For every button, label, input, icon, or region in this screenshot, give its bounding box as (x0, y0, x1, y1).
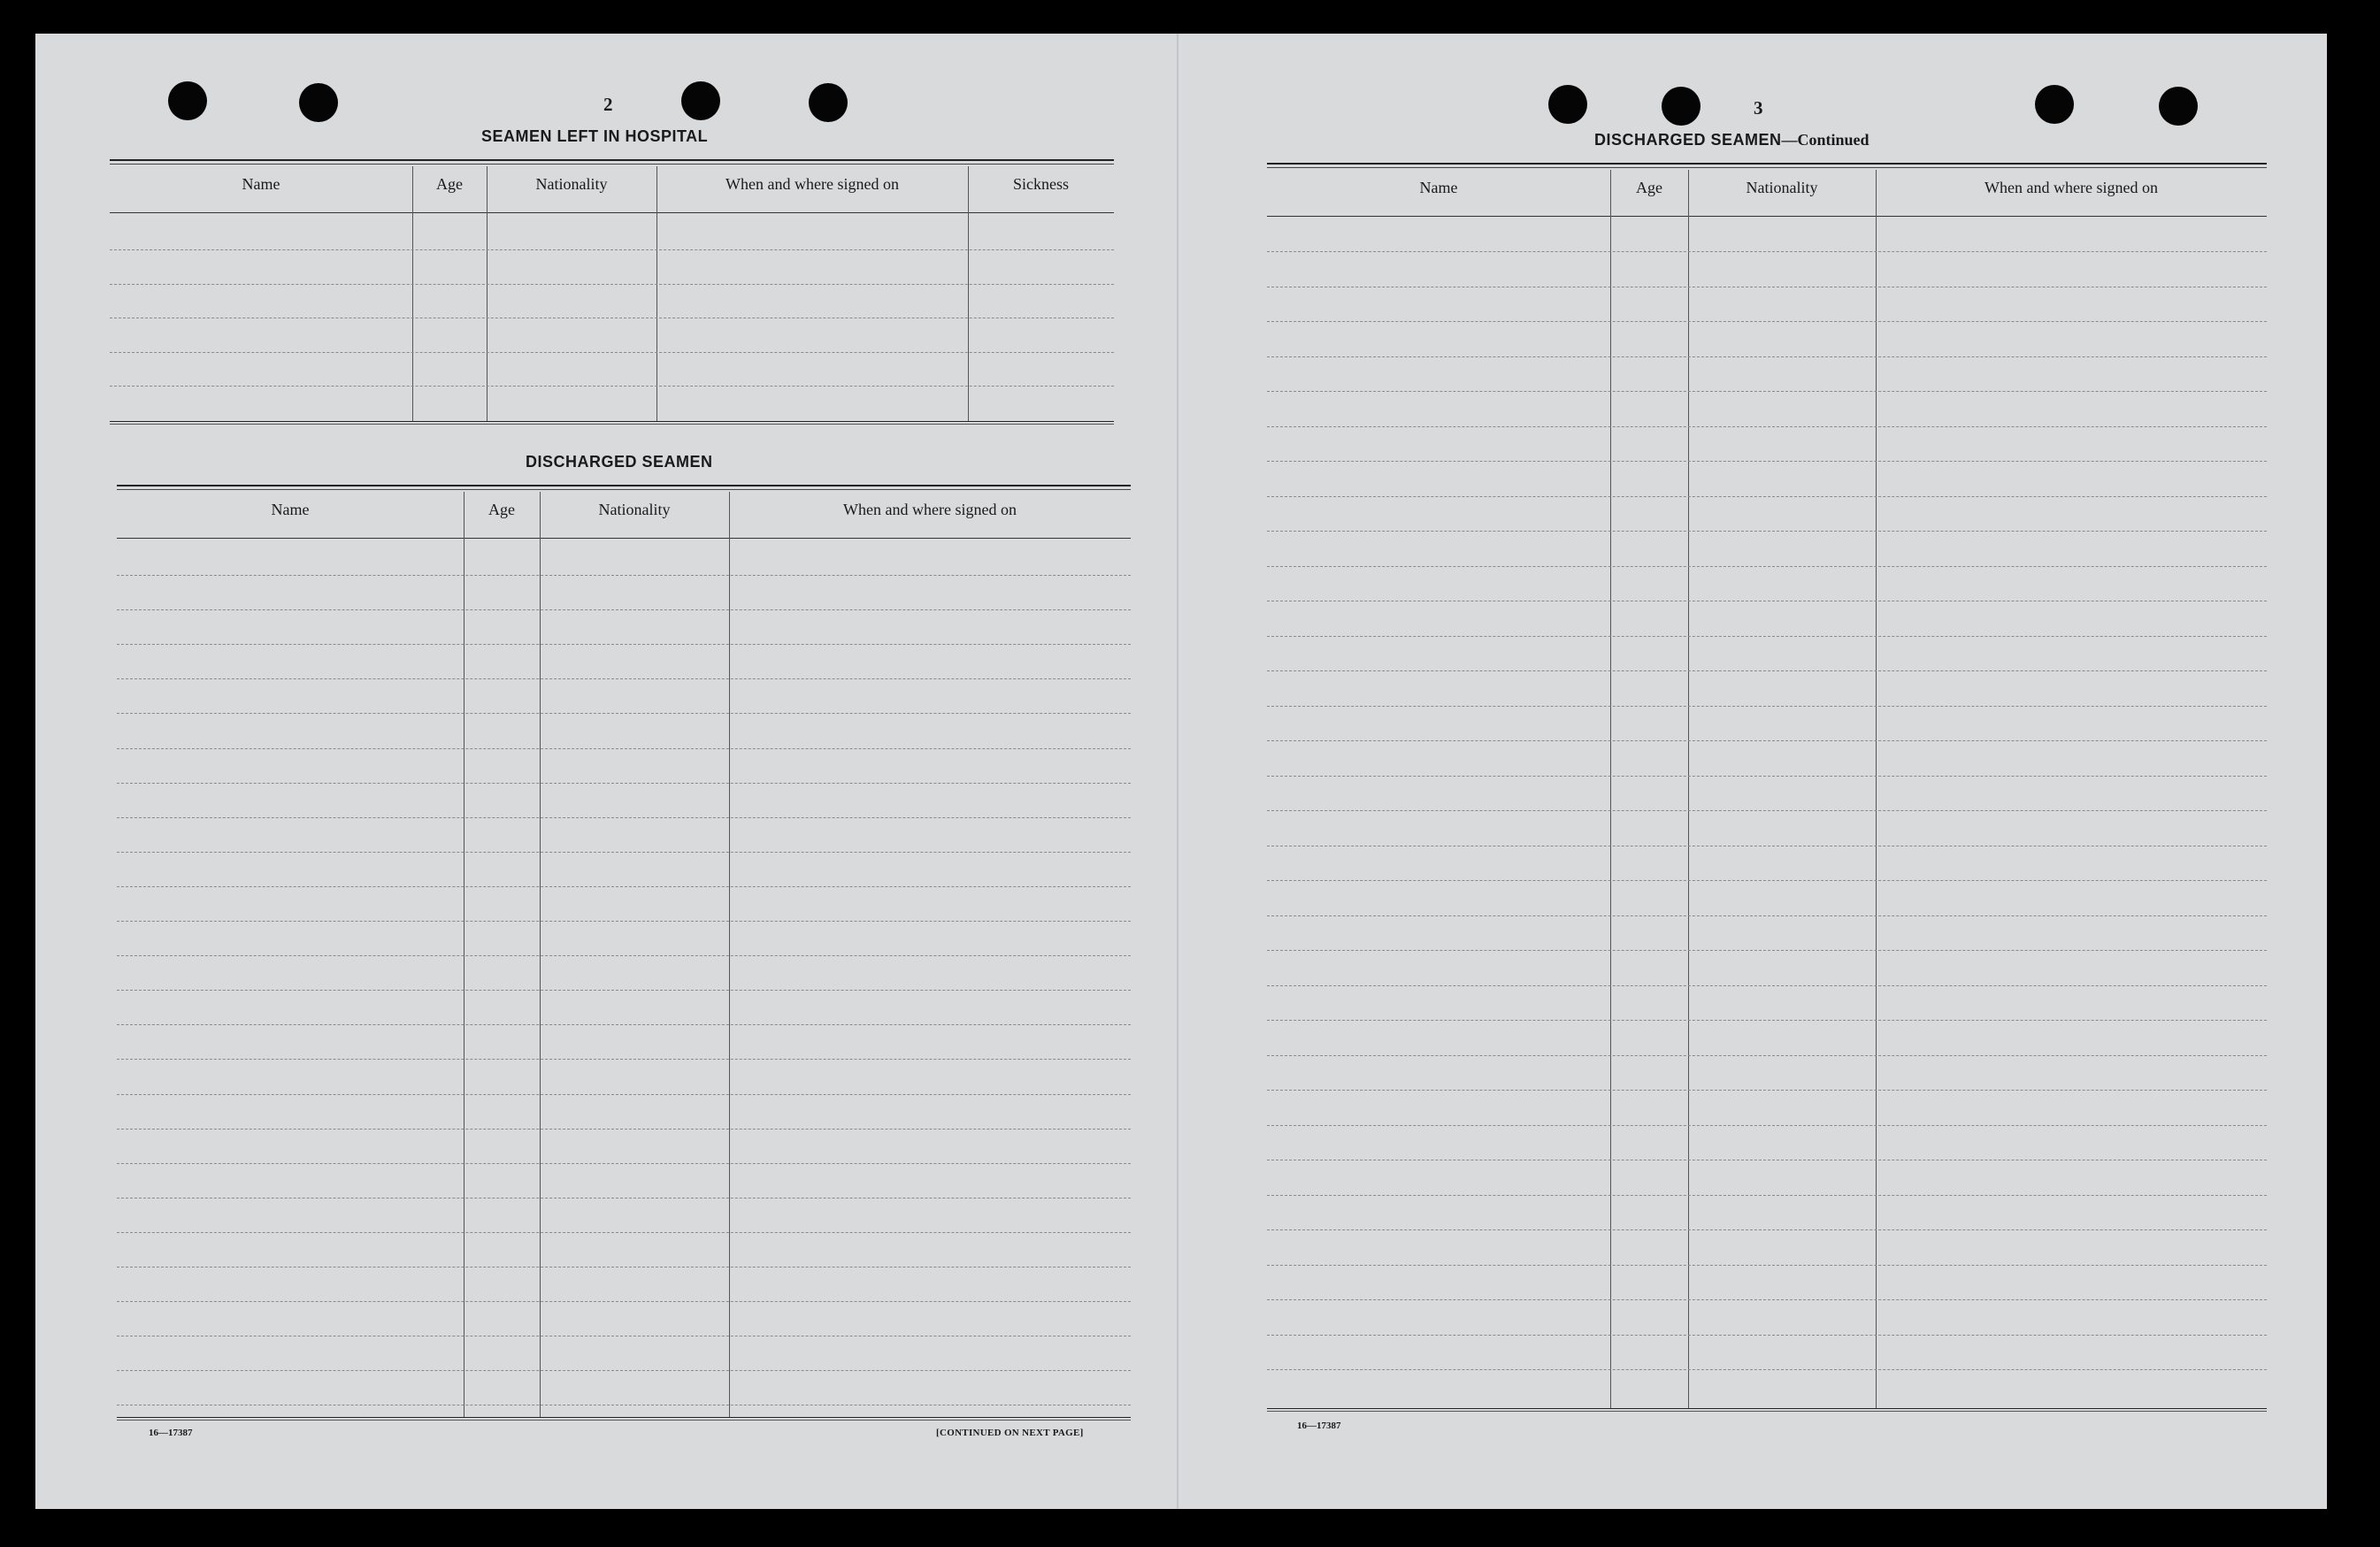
table-row[interactable] (1267, 670, 2267, 671)
table-row[interactable] (110, 284, 1114, 285)
table-row[interactable] (117, 1198, 1131, 1199)
discharged-table (117, 485, 1131, 1421)
table-row[interactable] (1267, 706, 2267, 707)
column-header-age: Age (488, 501, 515, 518)
hospital-table-top-rule (110, 159, 1114, 165)
table-row[interactable] (117, 713, 1131, 714)
discharged-continued-table (1267, 163, 2267, 1412)
table-row[interactable] (1267, 391, 2267, 392)
table-row[interactable] (117, 886, 1131, 887)
table-row[interactable] (1267, 1299, 2267, 1300)
punch-hole (168, 81, 207, 120)
column-header-when-and-where-signed-on: When and where signed on (726, 175, 899, 193)
table-row[interactable] (117, 921, 1131, 922)
punch-hole (681, 81, 720, 120)
table-row[interactable] (110, 386, 1114, 387)
table-row[interactable] (1267, 496, 2267, 497)
table-row[interactable] (117, 575, 1131, 576)
column-divider (968, 166, 969, 421)
column-header-when-and-where-signed-on: When and where signed on (843, 501, 1017, 518)
hospital-table (110, 159, 1114, 425)
punch-hole (2159, 87, 2198, 126)
table-row[interactable] (1267, 566, 2267, 567)
table-row[interactable] (1267, 985, 2267, 986)
column-divider (487, 166, 488, 421)
punch-hole (299, 83, 338, 122)
discharged-table-top-rule (117, 485, 1131, 490)
column-header-age: Age (436, 175, 463, 193)
table-row[interactable] (1267, 1055, 2267, 1056)
discharged-table-title: DISCHARGED SEAMEN (526, 453, 713, 471)
header-underline (1267, 216, 2267, 217)
table-row[interactable] (1267, 1369, 2267, 1370)
punch-hole (2035, 85, 2074, 124)
hospital-table-title: SEAMEN LEFT IN HOSPITAL (481, 127, 709, 145)
page-fold (1177, 34, 1178, 1509)
punch-hole (1548, 85, 1587, 124)
right-page-number: 3 (1754, 97, 1763, 119)
table-row[interactable] (117, 852, 1131, 853)
table-row[interactable] (1267, 810, 2267, 811)
table-row[interactable] (117, 1059, 1131, 1060)
table-row[interactable] (1267, 426, 2267, 427)
punch-hole (1662, 87, 1701, 126)
table-row[interactable] (117, 1094, 1131, 1095)
table-row[interactable] (117, 1232, 1131, 1233)
discharged-continued-top-rule (1267, 163, 2267, 168)
column-header-name: Name (271, 501, 310, 518)
table-row[interactable] (1267, 776, 2267, 777)
table-row[interactable] (117, 955, 1131, 956)
table-row[interactable] (1267, 1229, 2267, 1230)
column-header-nationality: Nationality (535, 175, 608, 193)
table-row[interactable] (1267, 356, 2267, 357)
table-row[interactable] (1267, 1195, 2267, 1196)
table-row[interactable] (117, 817, 1131, 818)
table-row[interactable] (117, 1301, 1131, 1302)
table-row[interactable] (1267, 950, 2267, 951)
column-divider (656, 166, 657, 421)
table-row[interactable] (117, 644, 1131, 645)
column-header-name: Name (242, 175, 280, 193)
discharged-continued-title-main: DISCHARGED SEAMEN (1594, 131, 1782, 149)
discharged-continued-title-suffix: —Continued (1781, 131, 1869, 149)
column-header-nationality: Nationality (1746, 179, 1818, 196)
column-header-name: Name (1419, 179, 1458, 196)
continued-note: [CONTINUED ON NEXT PAGE] (936, 1428, 1084, 1438)
table-row[interactable] (1267, 1265, 2267, 1266)
table-row[interactable] (1267, 1125, 2267, 1126)
table-row[interactable] (117, 1024, 1131, 1025)
column-header-when-and-where-signed-on: When and where signed on (1985, 179, 2158, 196)
table-row[interactable] (1267, 740, 2267, 741)
header-underline (110, 212, 1114, 213)
left-page-number: 2 (603, 94, 613, 115)
table-row[interactable] (117, 678, 1131, 679)
table-row[interactable] (1267, 636, 2267, 637)
table-row[interactable] (1267, 461, 2267, 462)
column-divider (412, 166, 413, 421)
table-row[interactable] (1267, 1020, 2267, 1021)
punch-hole (809, 83, 848, 122)
right-form-number: 16—17387 (1297, 1421, 1341, 1431)
table-row[interactable] (117, 990, 1131, 991)
left-form-number: 16—17387 (149, 1428, 193, 1438)
table-row[interactable] (1267, 531, 2267, 532)
table-row[interactable] (117, 748, 1131, 749)
column-header-sickness: Sickness (1013, 175, 1069, 193)
discharged-continued-bottom-rule (1267, 1408, 2267, 1412)
discharged-table-bottom-rule (117, 1417, 1131, 1421)
ledger-spread (35, 34, 2327, 1509)
hospital-table-bottom-rule (110, 421, 1114, 425)
discharged-continued-title (1594, 131, 1869, 149)
table-row[interactable] (117, 783, 1131, 784)
column-divider (729, 492, 730, 1417)
table-row[interactable] (1267, 915, 2267, 916)
header-underline (117, 538, 1131, 539)
table-row[interactable] (110, 352, 1114, 353)
table-row[interactable] (117, 609, 1131, 610)
table-row[interactable] (1267, 251, 2267, 252)
table-row[interactable] (1267, 880, 2267, 881)
table-row[interactable] (117, 1163, 1131, 1164)
column-divider (540, 492, 541, 1417)
table-row[interactable] (110, 249, 1114, 250)
column-header-nationality: Nationality (598, 501, 671, 518)
table-row[interactable] (1267, 1335, 2267, 1336)
table-row[interactable] (1267, 321, 2267, 322)
table-row[interactable] (117, 1370, 1131, 1371)
table-row[interactable] (117, 1129, 1131, 1130)
table-row[interactable] (1267, 1090, 2267, 1091)
column-header-age: Age (1636, 179, 1662, 196)
